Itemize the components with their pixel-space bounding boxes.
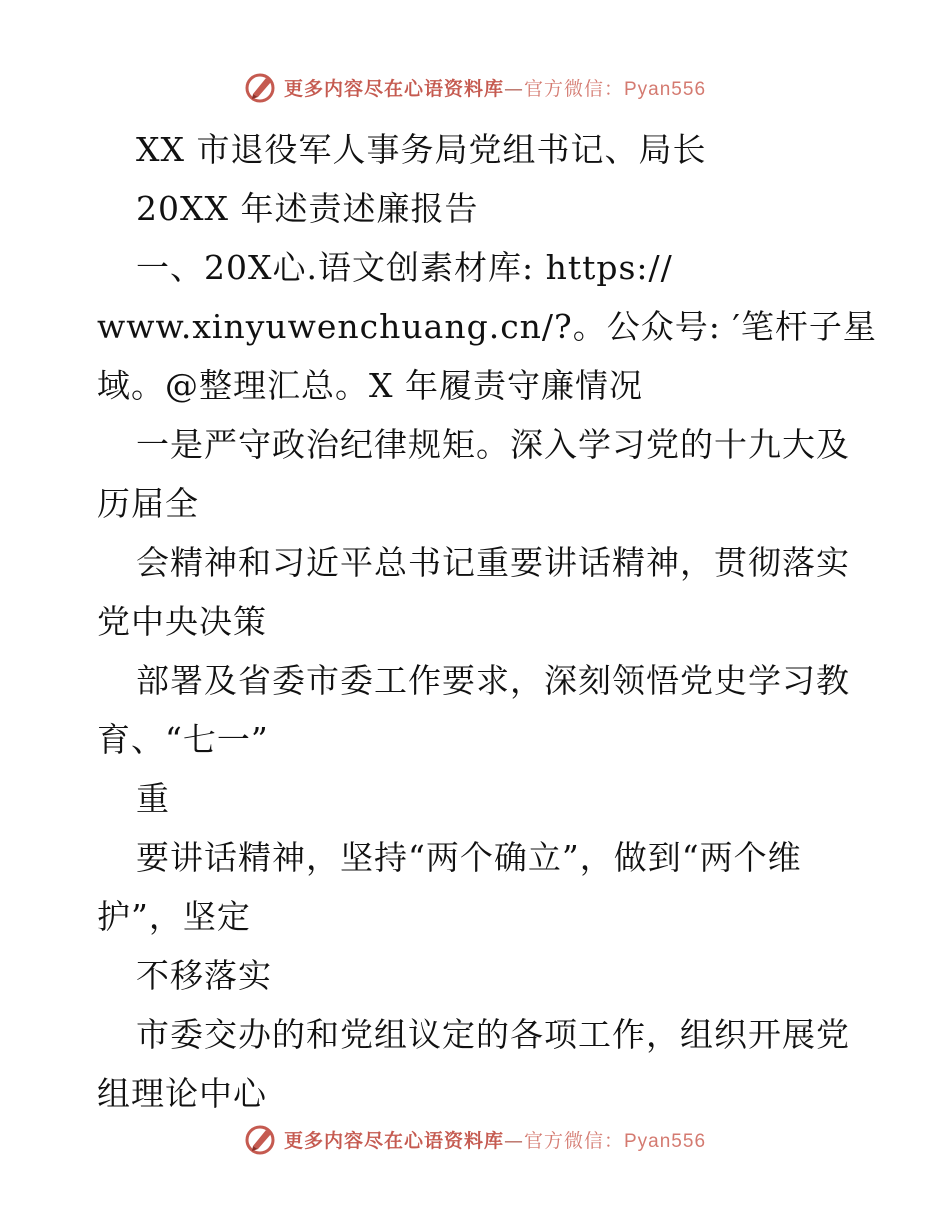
text-line: XX 市退役军人事务局党组书记、局长 bbox=[136, 130, 707, 169]
text-line: 历届全 bbox=[97, 484, 199, 523]
text-line: www.xinyuwenchuang.cn/?。公众号: ′笔杆子星 bbox=[97, 307, 877, 346]
pen-circle-logo-icon bbox=[244, 1122, 278, 1156]
text-line: 育、“七一” bbox=[97, 720, 269, 759]
text-line: 党中央决策 bbox=[97, 602, 267, 641]
text-line: 要讲话精神，坚持“两个确立”，做到“两个维 bbox=[136, 838, 802, 877]
banner-wechat-id: Pyan556 bbox=[624, 78, 707, 100]
text-line: 20XX 年述责述廉报告 bbox=[136, 189, 479, 228]
text-line: 护”，坚定 bbox=[97, 897, 251, 936]
text-line: 重 bbox=[136, 779, 170, 818]
pen-circle-logo-icon bbox=[244, 70, 278, 104]
document-body bbox=[97, 120, 877, 1123]
banner-brand: 更多内容尽在心语资料库 bbox=[283, 77, 504, 100]
header-banner bbox=[0, 70, 950, 104]
banner-wechat-label: 官方微信： bbox=[523, 77, 624, 100]
banner-wechat-id: Pyan556 bbox=[624, 1130, 707, 1152]
banner-separator: — bbox=[503, 1129, 524, 1152]
text-line: 不移落实 bbox=[136, 956, 272, 995]
banner-text bbox=[284, 1126, 706, 1153]
text-line: 一是严守政治纪律规矩。深入学习党的十九大及 bbox=[136, 425, 850, 464]
banner-brand: 更多内容尽在心语资料库 bbox=[283, 1129, 504, 1152]
footer-banner bbox=[0, 1122, 950, 1156]
text-line: 市委交办的和党组议定的各项工作，组织开展党 bbox=[136, 1015, 850, 1054]
banner-separator: — bbox=[503, 77, 524, 100]
banner-wechat-label: 官方微信： bbox=[523, 1129, 624, 1152]
text-line: 组理论中心 bbox=[97, 1074, 267, 1113]
text-line: 一、20X心.语文创素材库: https:// bbox=[136, 248, 673, 287]
text-line: 部署及省委市委工作要求，深刻领悟党史学习教 bbox=[136, 661, 850, 700]
text-line: 域。@整理汇总。X 年履责守廉情况 bbox=[97, 366, 643, 405]
banner-text bbox=[284, 74, 706, 101]
text-line: 会精神和习近平总书记重要讲话精神，贯彻落实 bbox=[136, 543, 850, 582]
